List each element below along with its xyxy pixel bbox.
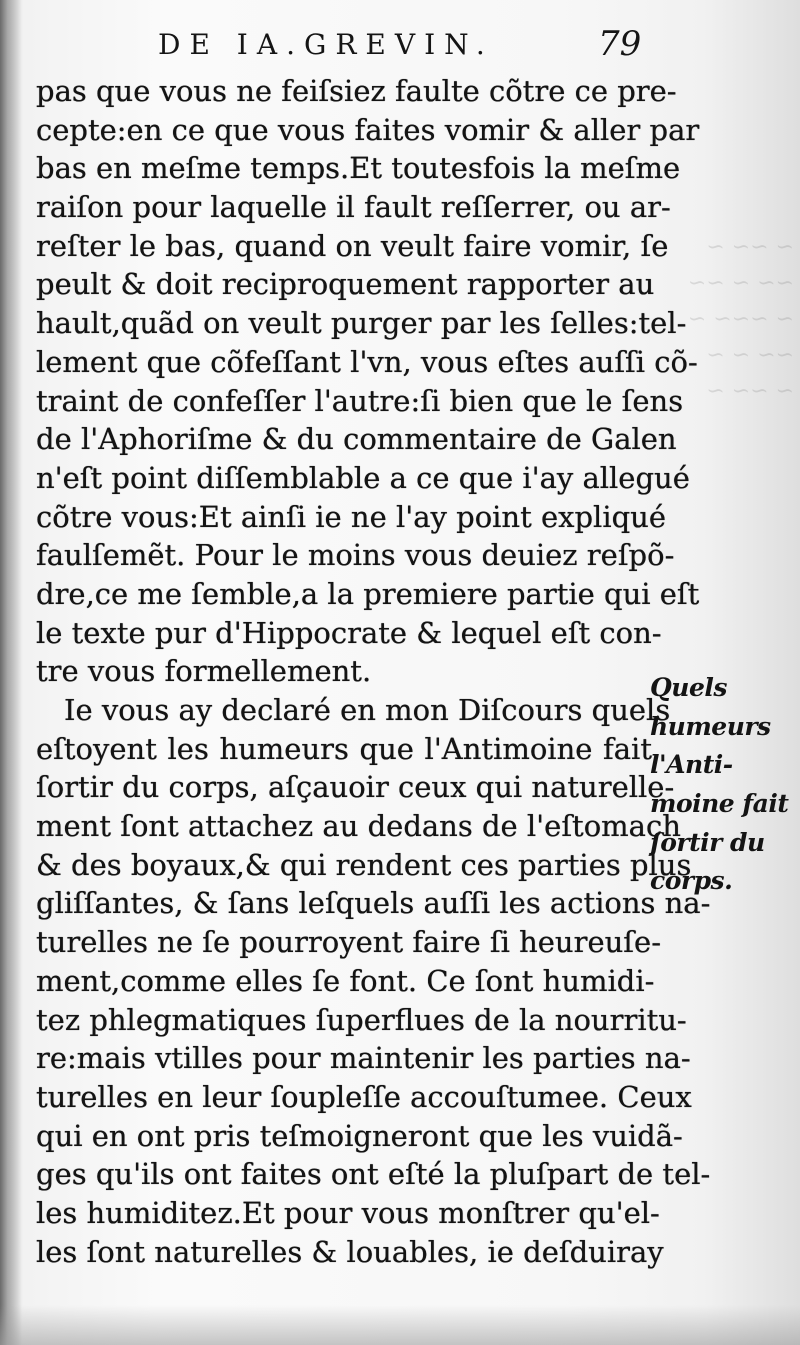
text-line: cõtre vous:Et ainſi ie ne l'ay point expliqué [36,499,667,534]
text-line: Ie vous ay declaré en mon Diſcours quels [64,693,671,727]
text-line: tre vous formellement. [36,654,372,689]
text-line: bas en meſme temps.Et toutesfois la meſme [36,151,681,186]
text-line: pas que vous ne feiſsiez faulte cõtre ce pre- [36,74,677,108]
text-line: hault,quãd on veult purger par les ſelles:tel- [36,306,687,341]
page-bottom-shadow [0,1305,800,1345]
text-line: reſter le bas, quand on veult faire vomir, ſe [36,228,669,263]
text-line: faulſemẽt. Pour le moins vous deuiez reſpõ- [36,538,675,573]
text-line: cepte:en ce que vous faites vomir & aller par [36,112,700,147]
gutter-shadow [0,0,22,1345]
text-line: peult & doit reciproquement rapporter au [36,267,655,302]
text-line: le texte pur d'Hippocrate & lequel eſt con- [36,615,662,650]
marginal-note-line: l'Anti- [650,750,733,780]
body-text [36,72,711,1271]
text-line: turelles en leur ſoupleſſe accouſtumee. Ceux [36,1079,692,1114]
marginal-note [650,669,790,901]
text-line: tez phlegmatiques ſuperflues de la nourritu- [36,1002,687,1037]
text-line: raiſon pour laquelle il fault reſſerrer, ou ar- [36,190,671,225]
text-line: les humiditez.Et pour vous monſtrer qu'el- [36,1195,660,1230]
text-line: re:mais vtilles pour maintenir les parties na- [36,1041,691,1076]
text-line: & des boyaux,& qui rendent ces parties plus [36,847,692,882]
text-line: qui en ont pris teſmoigneront que les vuidã- [36,1118,683,1153]
show-through-bleed: ~ ~~ ~ ~~ ~ ~~ ~ ~~~ ~ ~~ ~ ~ ~ ~~ ~ [687,235,794,404]
text-line: n'eſt point diſſemblable a ce que i'ay allegué [36,460,690,495]
text-line: gliſſantes, & ſans leſquels auſſi les actions na- [36,886,711,921]
page-header [0,24,800,68]
text-line: eſtoyent les humeurs que l'Antimoine fait [36,731,652,766]
text-line: ges qu'ils ont faites ont eſté la pluſpart de tel- [36,1157,711,1192]
marginal-note-line: ſortir du [650,827,765,857]
marginal-note-line: humeurs [650,711,771,741]
text-line: lement que cõfeſſant l'vn, vous eſtes auſſi cõ- [36,344,698,379]
text-line: ſortir du corps, aſçauoir ceux qui naturelle- [36,770,675,805]
marginal-note-line: corps. [650,866,733,896]
text-line: dre,ce me ſemble,a la premiere partie qui eſt [36,576,700,611]
text-line: turelles ne ſe pourroyent faire ſi heureuſe- [36,925,662,960]
text-line: les ſont naturelles & louables, ie deſduiray [36,1234,664,1269]
marginal-note-line: Quels [650,673,727,702]
running-head: DE IA.GREVIN. [158,28,494,61]
text-line: ment,comme elles ſe font. Ce ſont humidi- [36,963,655,998]
text-line: ment ſont attachez au dedans de l'eſtomach [36,809,681,844]
page-number: 79 [598,24,642,64]
marginal-note-line: moine fait [650,789,789,819]
text-line: de l'Aphoriſme & du commentaire de Galen [36,422,677,457]
text-line: traint de confeſſer l'autre:ſi bien que le ſens [36,383,684,418]
